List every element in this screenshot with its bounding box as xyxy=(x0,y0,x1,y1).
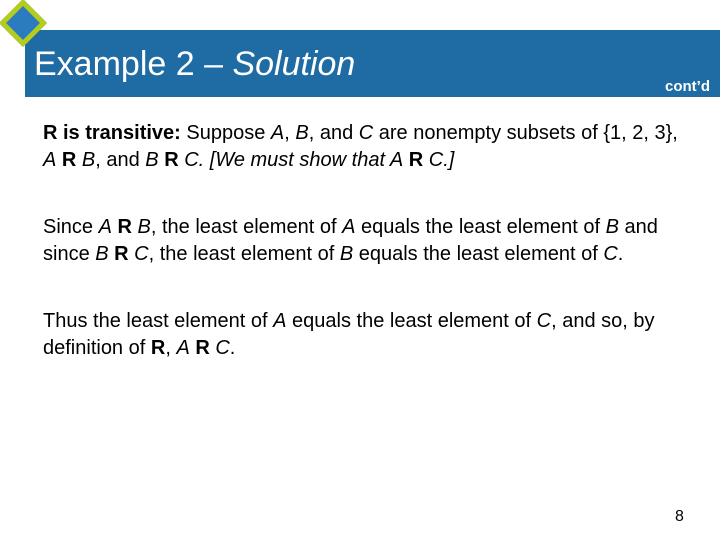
text-run: A xyxy=(389,149,404,171)
text-run: R xyxy=(111,216,138,238)
text-run: R is transitive: xyxy=(43,122,181,144)
text-run: , the least element of xyxy=(150,216,343,238)
text-run: R xyxy=(108,243,135,265)
text-run: C xyxy=(428,149,444,171)
text-run: equals the least element of xyxy=(286,310,537,332)
text-run: , and xyxy=(95,149,146,171)
text-run: A xyxy=(273,310,287,332)
paragraph-transitive xyxy=(43,120,693,174)
text-run: C xyxy=(134,243,149,265)
text-run: . xyxy=(229,337,236,359)
text-run: , the least element of xyxy=(148,243,340,265)
text-run: A xyxy=(43,149,57,171)
slide-title xyxy=(34,45,355,84)
text-run: , xyxy=(165,337,177,359)
text-run: A xyxy=(98,216,112,238)
text-run: B xyxy=(339,243,354,265)
text-run: R xyxy=(56,149,82,171)
text-run: B xyxy=(145,149,159,171)
text-run: C xyxy=(536,310,552,332)
text-run: C xyxy=(215,337,230,359)
text-run: R xyxy=(150,337,166,359)
title-sub: Solution xyxy=(232,45,356,83)
text-run: , and xyxy=(308,122,359,144)
title-main: Example 2 – xyxy=(34,45,233,83)
text-run: C xyxy=(184,149,199,171)
text-run: and since xyxy=(43,216,658,265)
text-run: C xyxy=(603,243,618,265)
text-run: B xyxy=(81,149,96,171)
slide-content xyxy=(43,120,693,362)
text-run: C xyxy=(358,122,374,144)
text-run: , and so, by definition of xyxy=(43,310,655,359)
text-run: equals the least element of xyxy=(353,243,604,265)
text-run: equals the least element of xyxy=(355,216,606,238)
text-run: are nonempty subsets of {1, 2, 3}, xyxy=(373,122,678,144)
text-run: B xyxy=(95,243,109,265)
text-run: R xyxy=(158,149,185,171)
text-run: A xyxy=(176,337,190,359)
text-run: , xyxy=(284,122,296,144)
text-run: Suppose xyxy=(180,122,271,144)
text-run: Thus the least element of xyxy=(43,310,274,332)
text-run: . [We must show that xyxy=(198,149,390,171)
text-run: A xyxy=(342,216,356,238)
text-run: R xyxy=(403,149,429,171)
text-run: B xyxy=(137,216,151,238)
text-run: R xyxy=(189,337,216,359)
title-bar xyxy=(25,30,720,97)
text-run: . xyxy=(617,243,624,265)
text-run: A xyxy=(270,122,285,144)
paragraph-thus xyxy=(43,308,693,362)
contd-label: cont’d xyxy=(665,78,710,95)
text-run: .] xyxy=(443,149,455,171)
text-run: B xyxy=(295,122,309,144)
paragraph-since xyxy=(43,214,693,268)
text-run: Since xyxy=(43,216,99,238)
text-run: B xyxy=(605,216,619,238)
page-number: 8 xyxy=(675,508,684,525)
